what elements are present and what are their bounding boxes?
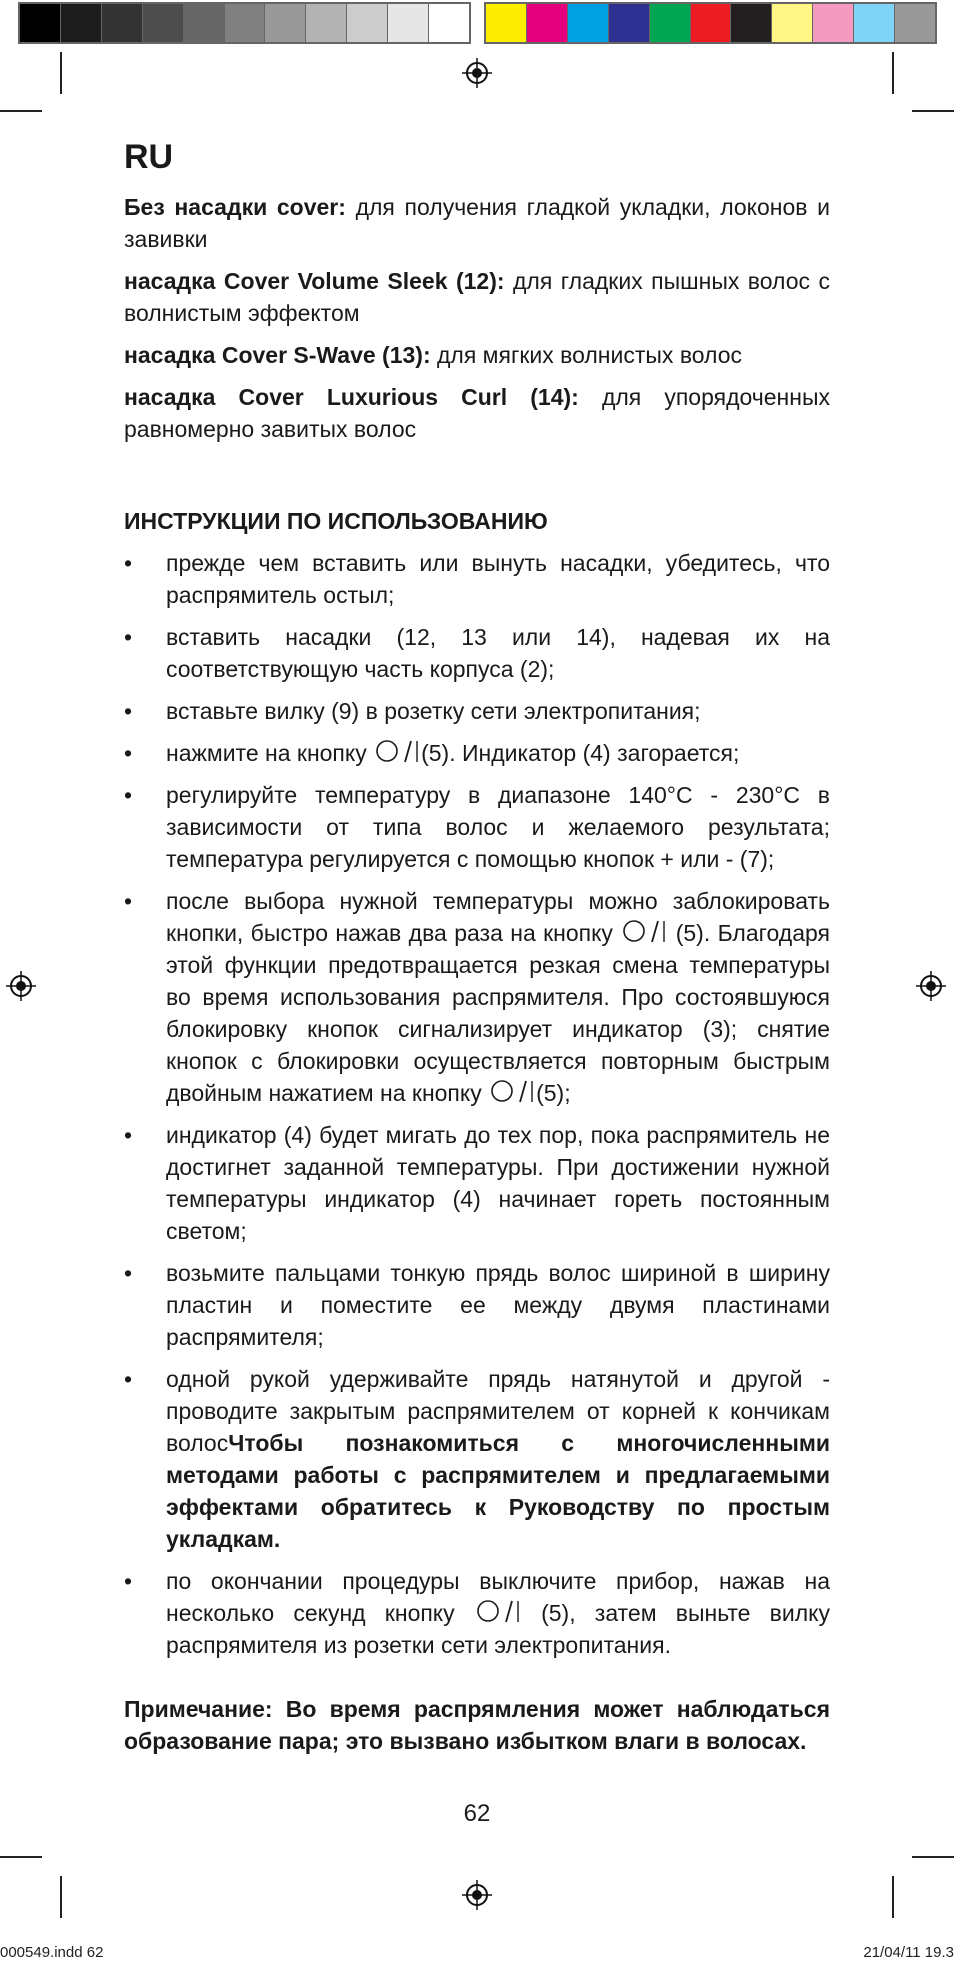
- feature-term: насадка Cover S-Wave (13):: [124, 342, 431, 368]
- step-text: возьмите пальцами тонкую прядь волос шириной в ширину пластин и поместите ее между двумя пластинами распрямителя;: [166, 1260, 830, 1350]
- color-calibration-bar: [484, 2, 937, 44]
- step-text: (5). Благодаря этой функции предотвращается резкая смена температуры во время использования распрямителя. Про состоявшуюся блокировку кнопок сигнализирует индикатор (3); снятие кнопок с блокировки осуществляется повторным быстрым двойным нажатием на кнопку: [166, 920, 830, 1106]
- gray-swatch-4: [184, 4, 225, 42]
- feature-desc: для упорядоченных равномерно завитых волос: [124, 384, 830, 442]
- gray-swatch-8: [347, 4, 388, 42]
- list-item: [124, 695, 830, 727]
- registration-mark-bottom-icon: [462, 1880, 492, 1910]
- crop-mark-bottom-right-vertical: [892, 1876, 894, 1918]
- bullet: •: [124, 1568, 133, 1594]
- step-text: (5);: [536, 1080, 571, 1106]
- list-item: [124, 547, 830, 611]
- feature-term: насадка Cover Luxurious Curl (14):: [124, 384, 579, 410]
- step-text: после выбора нужной температуры можно заблокировать кнопки, быстро нажав два раза на кнопку: [166, 888, 830, 946]
- crop-mark-top-left-horizontal: [0, 110, 42, 112]
- gray-swatch-0: [20, 4, 61, 42]
- color-swatch-3: [609, 4, 650, 42]
- power-button-icon: [476, 1598, 520, 1624]
- power-button-icon: [490, 1078, 534, 1104]
- step-text: (5). Индикатор (4) загорается;: [421, 740, 740, 766]
- list-item: [124, 1119, 830, 1247]
- bullet: •: [124, 740, 133, 766]
- crop-mark-top-left-vertical: [60, 52, 62, 94]
- manual-page-content: [124, 130, 830, 1757]
- color-swatch-7: [772, 4, 813, 42]
- gray-swatch-9: [388, 4, 429, 42]
- language-code: RU: [124, 138, 174, 176]
- list-item: [124, 737, 830, 769]
- color-swatch-1: [527, 4, 568, 42]
- step-text: вставить насадки (12, 13 или 14), надевая их на соответствующую часть корпуса (2);: [166, 624, 830, 682]
- bullet: •: [124, 888, 133, 914]
- feature-volume-sleek: [124, 265, 830, 329]
- gray-swatch-7: [306, 4, 347, 42]
- power-button-icon: [622, 918, 666, 944]
- step-text: вставьте вилку (9) в розетку сети электропитания;: [166, 698, 701, 724]
- feature-term: насадка Cover Volume Sleek (12):: [124, 268, 505, 294]
- registration-mark-right-icon: [916, 971, 946, 1001]
- step-text: индикатор (4) будет мигать до тех пор, пока распрямитель не достигнет заданной температуры. При достижении нужной температуры индикатор (4) начинает гореть постоянным светом;: [166, 1122, 830, 1244]
- step-text: регулируйте температуру в диапазоне 140°C - 230°C в зависимости от типа волос и желаемого результата; температура регулируется с помощью кнопок + или - (7);: [166, 782, 830, 872]
- bullet: •: [124, 698, 133, 724]
- crop-mark-bottom-right-horizontal: [912, 1856, 954, 1858]
- crop-mark-top-right-horizontal: [912, 110, 954, 112]
- grayscale-calibration-bar: [18, 2, 471, 44]
- list-item: [124, 1565, 830, 1661]
- gray-swatch-2: [102, 4, 143, 42]
- page-number: 62: [463, 1800, 491, 1827]
- list-item: [124, 779, 830, 875]
- instructions-list: [124, 547, 830, 1661]
- crop-mark-bottom-left-horizontal: [0, 1856, 42, 1858]
- crop-mark-bottom-left-vertical: [60, 1876, 62, 1918]
- crop-mark-top-right-vertical: [892, 52, 894, 94]
- feature-no-cover: [124, 191, 830, 255]
- color-swatch-0: [486, 4, 527, 42]
- color-swatch-6: [731, 4, 772, 42]
- step-text: по окончании процедуры выключите прибор, нажав на несколько секунд кнопку: [166, 1568, 830, 1626]
- feature-desc: для гладких пышных волос с волнистым эффектом: [124, 268, 830, 326]
- registration-mark-left-icon: [6, 971, 36, 1001]
- feature-term: Без насадки cover:: [124, 194, 346, 220]
- gray-swatch-5: [225, 4, 266, 42]
- step-text: прежде чем вставить или вынуть насадки, убедитесь, что распрямитель остыл;: [166, 550, 830, 608]
- bullet: •: [124, 1260, 133, 1286]
- step-text: нажмите на кнопку: [166, 740, 374, 766]
- feature-luxurious-curl: [124, 381, 830, 445]
- gray-swatch-6: [265, 4, 306, 42]
- gray-swatch-3: [143, 4, 184, 42]
- gray-swatch-1: [61, 4, 102, 42]
- footer-filename: 000549.indd 62: [0, 1944, 104, 1961]
- color-swatch-4: [650, 4, 691, 42]
- note-paragraph: Примечание: Во время распрямления может наблюдаться образование пара; это вызвано избытком влаги в волосах.: [124, 1696, 830, 1754]
- bullet: •: [124, 624, 133, 650]
- power-button-icon: [375, 738, 419, 764]
- bullet: •: [124, 782, 133, 808]
- color-swatch-9: [854, 4, 895, 42]
- color-swatch-10: [895, 4, 935, 42]
- bullet: •: [124, 550, 133, 576]
- list-item: [124, 885, 830, 1109]
- step-text: одной рукой удерживайте прядь натянутой и другой - проводите закрытым распрямителем от корней к кончикам волос: [166, 1366, 830, 1456]
- step-text: (5), затем выньте вилку распрямителя из розетки сети электропитания.: [166, 1600, 830, 1658]
- list-item: [124, 621, 830, 685]
- registration-mark-top-icon: [462, 58, 492, 88]
- list-item: [124, 1257, 830, 1353]
- step-bold-text: Чтобы познакомиться с многочисленными методами работы с распрямителем и предлагаемыми эффектами обратитесь к Руководству по простым укладкам.: [166, 1430, 830, 1552]
- color-swatch-2: [568, 4, 609, 42]
- footer-date: 21/04/11 19.3: [863, 1944, 954, 1961]
- bullet: •: [124, 1366, 133, 1392]
- feature-s-wave: [124, 339, 830, 371]
- section-title: ИНСТРУКЦИИ ПО ИСПОЛЬЗОВАНИЮ: [124, 508, 548, 534]
- feature-desc: для получения гладкой укладки, локонов и завивки: [124, 194, 830, 252]
- feature-desc: для мягких волнистых волос: [430, 342, 743, 368]
- color-swatch-8: [813, 4, 854, 42]
- gray-swatch-10: [429, 4, 469, 42]
- list-item: [124, 1363, 830, 1555]
- bullet: •: [124, 1122, 133, 1148]
- color-swatch-5: [691, 4, 732, 42]
